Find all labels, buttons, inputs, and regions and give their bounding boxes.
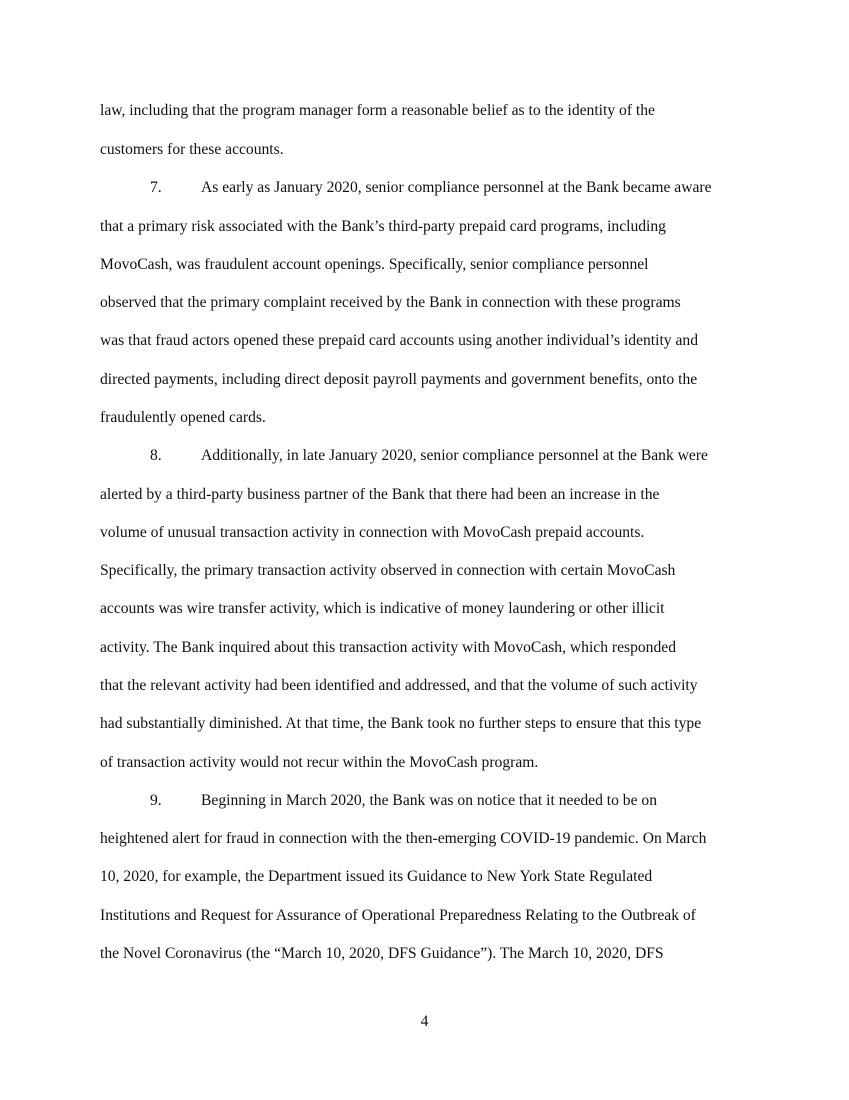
paragraph-line: directed payments, including direct deposit payroll payments and government benefits, onto the [100,371,698,388]
paragraph-7-first-line: As early as January 2020, senior compliance personnel at the Bank became aware [201,179,712,196]
paragraph-line: heightened alert for fraud in connection with the then-emerging COVID-19 pandemic. On March [100,830,707,847]
paragraph-line: had substantially diminished. At that time, the Bank took no further steps to ensure that this type [100,715,702,732]
paragraph-number-8: 8. [150,447,162,464]
paragraph-line: observed that the primary complaint received by the Bank in connection with these programs [100,294,681,311]
paragraph-line: was that fraud actors opened these prepaid card accounts using another individual’s identity and [100,332,699,349]
paragraph-line: that the relevant activity had been identified and addressed, and that the volume of such activity [100,677,698,694]
paragraph-line: law, including that the program manager form a reasonable belief as to the identity of the [100,102,655,119]
paragraph-line: accounts was wire transfer activity, which is indicative of money laundering or other illicit [100,600,665,617]
paragraph-number-7: 7. [150,179,162,196]
page-number: 4 [420,1013,429,1030]
paragraph-number-9: 9. [150,792,162,809]
paragraph-line: alerted by a third-party business partner of the Bank that there had been an increase in the [100,486,660,503]
paragraph-line: the Novel Coronavirus (the “March 10, 2020, DFS Guidance”). The March 10, 2020, DFS [100,945,664,962]
paragraph-line: activity. The Bank inquired about this transaction activity with MovoCash, which responded [100,639,676,656]
paragraph-line: volume of unusual transaction activity in connection with MovoCash prepaid accounts. [100,524,645,541]
paragraph-line: 10, 2020, for example, the Department issued its Guidance to New York State Regulated [100,868,653,885]
paragraph-line: of transaction activity would not recur within the MovoCash program. [100,754,539,771]
paragraph-line: MovoCash, was fraudulent account openings. Specifically, senior compliance personnel [100,256,649,273]
paragraph-line: Specifically, the primary transaction activity observed in connection with certain MovoCash [100,562,676,579]
paragraph-8-first-line: Additionally, in late January 2020, senior compliance personnel at the Bank were [201,447,708,464]
paragraph-9-first-line: Beginning in March 2020, the Bank was on notice that it needed to be on [201,792,658,809]
paragraph-line: Institutions and Request for Assurance of Operational Preparedness Relating to the Outbreak of [100,907,696,924]
paragraph-line: that a primary risk associated with the Bank’s third-party prepaid card programs, including [100,218,666,235]
paragraph-line: customers for these accounts. [100,141,284,158]
paragraph-line: fraudulently opened cards. [100,409,266,426]
